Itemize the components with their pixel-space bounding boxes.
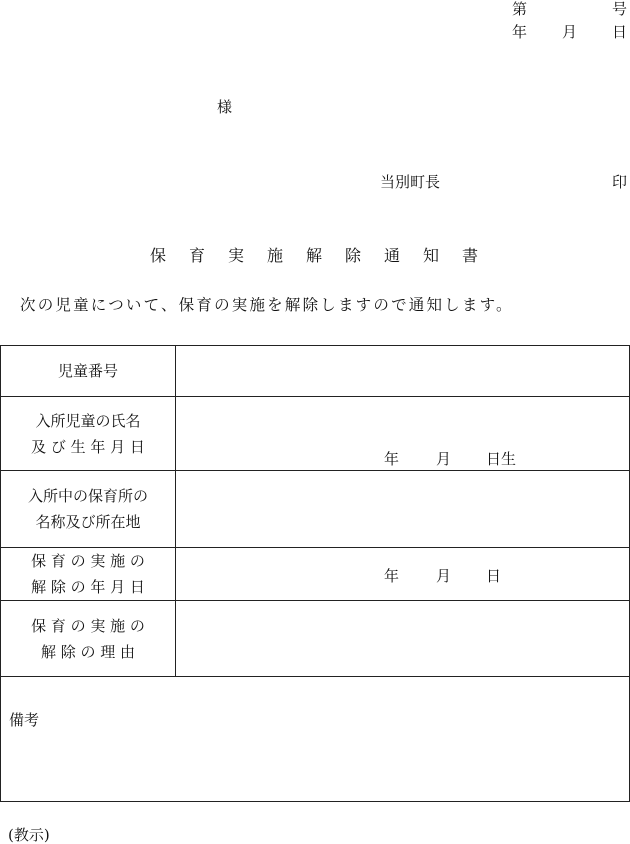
child-name-value[interactable] xyxy=(176,397,630,471)
reason-label xyxy=(1,601,176,677)
title-char: 解 xyxy=(306,246,323,265)
release-date-label-line: 保 育 の 実 施 の xyxy=(31,552,145,570)
child-name-label-line: 入所児童の氏名 xyxy=(35,411,141,430)
release-month-label: 月 xyxy=(436,567,452,585)
row-child-number xyxy=(1,346,630,397)
title-char: 施 xyxy=(267,246,284,265)
release-date-value[interactable] xyxy=(176,548,630,601)
reason-label-line: 保 育 の 実 施 の xyxy=(31,616,145,635)
document-title xyxy=(150,248,482,264)
release-date-label-line: 解 除 の 年 月 日 xyxy=(31,578,145,596)
child-name-label xyxy=(1,397,176,471)
facility-label-line: 入所中の保育所の xyxy=(27,487,148,505)
birth-year-label: 年 xyxy=(384,450,400,468)
title-char: 除 xyxy=(345,246,362,265)
number-label-first: 第 xyxy=(512,0,528,18)
issuer-name: 当別町長 xyxy=(380,173,441,191)
remarks-label: 備考 xyxy=(9,711,40,729)
release-year-label: 年 xyxy=(384,567,400,585)
child-number-value[interactable] xyxy=(176,346,630,397)
reason-value[interactable] xyxy=(176,601,630,677)
row-facility xyxy=(1,471,630,548)
title-char: 書 xyxy=(462,246,479,265)
row-release-date xyxy=(1,548,630,601)
child-name-label-line: 及 び 生 年 月 日 xyxy=(31,437,145,456)
date-year-label: 年 xyxy=(512,23,528,41)
addressee-suffix: 様 xyxy=(217,98,233,116)
notice-form-table xyxy=(0,345,630,802)
seal-mark: 印 xyxy=(612,173,628,191)
intro-text: 次の児童について、保育の実施を解除しますので通知します。 xyxy=(20,296,514,314)
reason-label-line: 解 除 の 理 由 xyxy=(40,642,136,661)
row-child-name xyxy=(1,397,630,471)
birth-day-label: 日生 xyxy=(486,450,517,468)
date-day-label: 日 xyxy=(612,23,628,41)
birth-month-label: 月 xyxy=(436,450,452,468)
title-char: 通 xyxy=(384,246,401,265)
facility-value[interactable] xyxy=(176,471,630,548)
date-month-label: 月 xyxy=(562,23,578,41)
facility-label xyxy=(1,471,176,548)
title-char: 育 xyxy=(189,246,206,265)
row-remarks xyxy=(1,677,630,802)
title-char: 知 xyxy=(423,246,440,265)
row-reason xyxy=(1,601,630,677)
child-number-label-text: 児童番号 xyxy=(57,362,118,380)
remarks-cell[interactable] xyxy=(1,677,630,802)
child-number-label xyxy=(1,346,176,397)
instruction-note: (教示) xyxy=(8,826,50,844)
facility-label-line: 名称及び所在地 xyxy=(35,513,141,531)
release-date-label xyxy=(1,548,176,601)
title-char: 保 xyxy=(150,246,167,265)
number-label-suffix: 号 xyxy=(612,0,628,18)
release-day-label: 日 xyxy=(486,567,502,585)
title-char: 実 xyxy=(228,246,245,265)
